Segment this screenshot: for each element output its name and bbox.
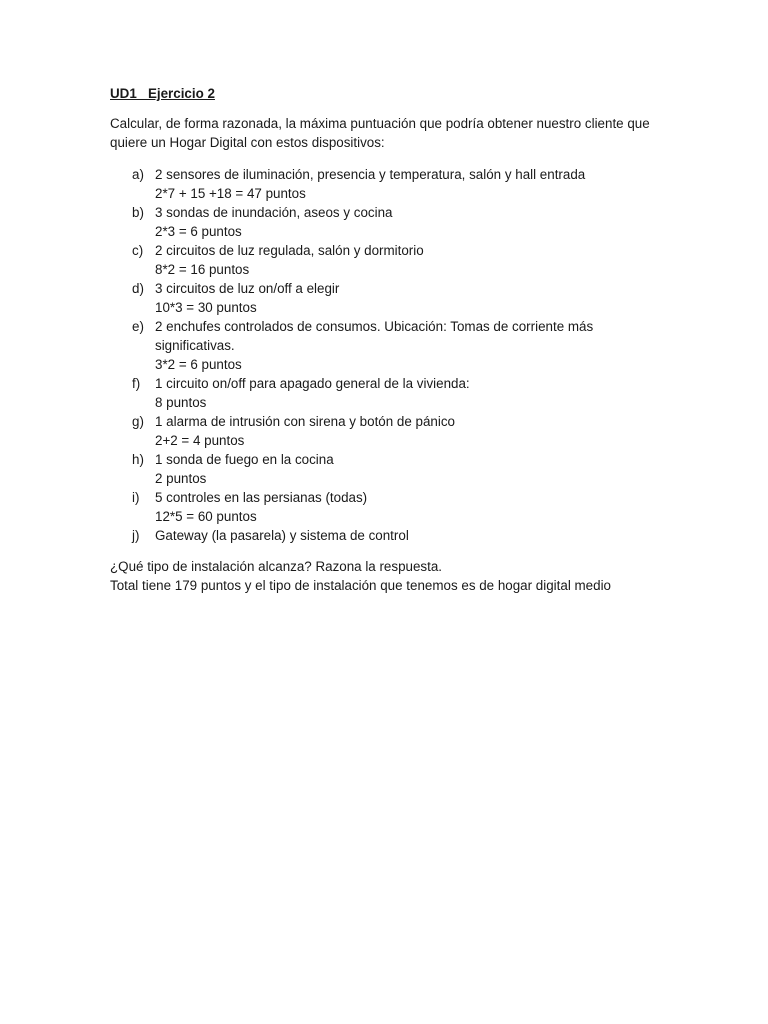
list-item-body	[155, 488, 670, 526]
list-item	[110, 526, 670, 545]
list-item-result: 3*2 = 6 puntos	[155, 357, 242, 372]
list-marker: d)	[132, 281, 144, 296]
answer-line: Total tiene 179 puntos y el tipo de instalación que tenemos es de hogar digital medio	[110, 578, 611, 593]
list-item	[110, 450, 670, 488]
list-marker: c)	[132, 243, 144, 258]
list-item-result: 12*5 = 60 puntos	[155, 509, 257, 524]
list-item-body	[155, 317, 670, 374]
list-item-body	[155, 450, 670, 488]
list-item-body	[155, 241, 670, 279]
list-item-result: 2*3 = 6 puntos	[155, 224, 242, 239]
list-item-text: 2 sensores de iluminación, presencia y temperatura, salón y hall entrada	[155, 167, 586, 182]
list-item-result: 2 puntos	[155, 471, 207, 486]
list-item	[110, 412, 670, 450]
list-marker: j)	[132, 528, 140, 543]
list-item-body	[155, 279, 670, 317]
list-marker: f)	[132, 376, 141, 391]
list-marker: g)	[132, 414, 144, 429]
device-list	[110, 165, 670, 545]
list-item-result: 2*7 + 15 +18 = 47 puntos	[155, 186, 306, 201]
list-item-text: Gateway (la pasarela) y sistema de control	[155, 528, 409, 543]
list-item-text: 3 sondas de inundación, aseos y cocina	[155, 205, 393, 220]
list-item-body	[155, 412, 670, 450]
list-item	[110, 203, 670, 241]
list-item-body	[155, 165, 670, 203]
list-item-text: 2 enchufes controlados de consumos. Ubicación: Tomas de corriente más significativas.	[155, 319, 594, 353]
list-item-text: 1 sonda de fuego en la cocina	[155, 452, 334, 467]
list-item-text: 1 circuito on/off para apagado general de la vivienda:	[155, 376, 470, 391]
list-marker: a)	[132, 167, 144, 182]
intro-paragraph: Calcular, de forma razonada, la máxima puntuación que podría obtener nuestro cliente que quiere un Hogar Digital con estos dispositivos:	[110, 116, 650, 150]
list-item-text: 5 controles en las persianas (todas)	[155, 490, 368, 505]
list-marker: h)	[132, 452, 144, 467]
list-item-body	[155, 374, 670, 412]
list-item	[110, 279, 670, 317]
list-item-result: 2+2 = 4 puntos	[155, 433, 245, 448]
list-marker: i)	[132, 490, 140, 505]
list-item	[110, 374, 670, 412]
list-item-result: 8 puntos	[155, 395, 207, 410]
list-item-result: 10*3 = 30 puntos	[155, 300, 257, 315]
list-item-text: 1 alarma de intrusión con sirena y botón de pánico	[155, 414, 455, 429]
list-item	[110, 317, 670, 374]
list-item	[110, 488, 670, 526]
list-item-body	[155, 203, 670, 241]
list-marker: e)	[132, 319, 144, 334]
list-item-body	[155, 526, 670, 545]
question-line: ¿Qué tipo de instalación alcanza? Razona la respuesta.	[110, 559, 442, 574]
document-page	[110, 84, 670, 595]
list-marker: b)	[132, 205, 144, 220]
list-item-text: 3 circuitos de luz on/off a elegir	[155, 281, 340, 296]
document-title: UD1_ Ejercicio 2	[110, 86, 215, 101]
list-item-text: 2 circuitos de luz regulada, salón y dormitorio	[155, 243, 424, 258]
list-item	[110, 165, 670, 203]
list-item-result: 8*2 = 16 puntos	[155, 262, 250, 277]
list-item	[110, 241, 670, 279]
